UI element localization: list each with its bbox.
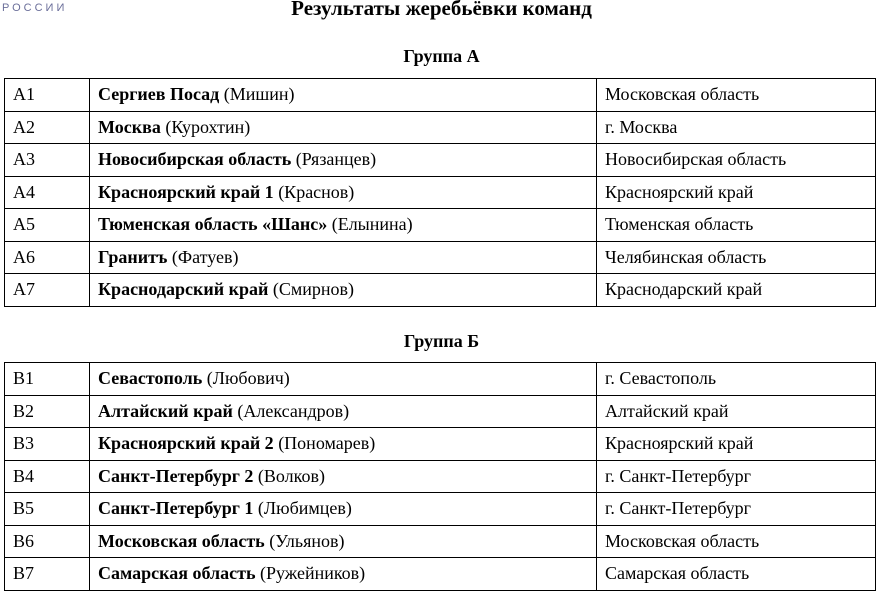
coach-name: (Пономарев) bbox=[273, 433, 376, 454]
table-row bbox=[5, 144, 876, 177]
header-corner-label: РОССИИ bbox=[2, 2, 68, 14]
team-code-cell: А1 bbox=[5, 79, 90, 112]
table-row bbox=[5, 493, 876, 526]
coach-name: (Смирнов) bbox=[268, 279, 355, 300]
team-cell bbox=[90, 176, 597, 209]
team-code-cell: А2 bbox=[5, 111, 90, 144]
team-name: Санкт-Петербург 2 bbox=[98, 465, 254, 486]
team-name: Красноярский край 1 bbox=[98, 181, 274, 202]
region-cell: Самарская область bbox=[597, 558, 876, 591]
team-cell bbox=[90, 274, 597, 307]
table-row bbox=[5, 363, 876, 396]
team-cell bbox=[90, 209, 597, 242]
coach-name: (Курохтин) bbox=[160, 116, 251, 137]
team-code-cell: В3 bbox=[5, 428, 90, 461]
page-title: Результаты жеребьёвки команд bbox=[291, 0, 592, 20]
coach-name: (Ульянов) bbox=[264, 530, 345, 551]
region-cell: Московская область bbox=[597, 525, 876, 558]
group-a-table bbox=[4, 78, 876, 307]
team-cell bbox=[90, 493, 597, 526]
team-cell bbox=[90, 558, 597, 591]
team-code-cell: В4 bbox=[5, 460, 90, 493]
coach-name: (Краснов) bbox=[273, 181, 355, 202]
team-cell bbox=[90, 460, 597, 493]
region-cell: г. Севастополь bbox=[597, 363, 876, 396]
table-row bbox=[5, 558, 876, 591]
team-cell bbox=[90, 79, 597, 112]
coach-name: (Александров) bbox=[232, 400, 350, 421]
coach-name: (Рязанцев) bbox=[291, 149, 377, 170]
region-cell: Новосибирская область bbox=[597, 144, 876, 177]
table-row bbox=[5, 209, 876, 242]
team-cell bbox=[90, 363, 597, 396]
team-cell bbox=[90, 111, 597, 144]
region-cell: Красноярский край bbox=[597, 176, 876, 209]
table-row bbox=[5, 525, 876, 558]
group-b-title: Группа Б bbox=[403, 331, 480, 351]
team-name: Москва bbox=[98, 116, 161, 137]
team-name: Краснодарский край bbox=[98, 279, 269, 300]
coach-name: (Любович) bbox=[202, 368, 290, 389]
team-code-cell: А3 bbox=[5, 144, 90, 177]
team-cell bbox=[90, 525, 597, 558]
team-name: Тюменская область «Шанс» bbox=[98, 214, 328, 235]
team-code-cell: А7 bbox=[5, 274, 90, 307]
coach-name: (Ружейников) bbox=[255, 563, 366, 584]
team-name: Севастополь bbox=[98, 368, 203, 389]
region-cell: Московская область bbox=[597, 79, 876, 112]
team-name: Санкт-Петербург 1 bbox=[98, 498, 254, 519]
team-code-cell: В1 bbox=[5, 363, 90, 396]
table-row bbox=[5, 274, 876, 307]
team-cell bbox=[90, 241, 597, 274]
team-name: Красноярский край 2 bbox=[98, 433, 274, 454]
team-code-cell: А5 bbox=[5, 209, 90, 242]
team-code-cell: В6 bbox=[5, 525, 90, 558]
team-name: Новосибирская область bbox=[98, 149, 292, 170]
team-name: Самарская область bbox=[98, 563, 256, 584]
team-code-cell: В5 bbox=[5, 493, 90, 526]
team-name: Московская область bbox=[98, 530, 265, 551]
table-row bbox=[5, 395, 876, 428]
team-name: Сергиев Посад bbox=[98, 84, 220, 105]
table-row bbox=[5, 241, 876, 274]
group-a-title: Группа А bbox=[403, 46, 480, 66]
region-cell: г. Москва bbox=[597, 111, 876, 144]
team-cell bbox=[90, 395, 597, 428]
region-cell: г. Санкт-Петербург bbox=[597, 460, 876, 493]
table-row bbox=[5, 111, 876, 144]
region-cell: г. Санкт-Петербург bbox=[597, 493, 876, 526]
table-row bbox=[5, 79, 876, 112]
group-b-table bbox=[4, 362, 876, 591]
region-cell: Краснодарский край bbox=[597, 274, 876, 307]
coach-name: (Елынина) bbox=[327, 214, 413, 235]
table-row bbox=[5, 460, 876, 493]
region-cell: Красноярский край bbox=[597, 428, 876, 461]
team-code-cell: А4 bbox=[5, 176, 90, 209]
region-cell: Тюменская область bbox=[597, 209, 876, 242]
coach-name: (Волков) bbox=[253, 465, 325, 486]
coach-name: (Фатуев) bbox=[167, 246, 239, 267]
team-code-cell: А6 bbox=[5, 241, 90, 274]
region-cell: Алтайский край bbox=[597, 395, 876, 428]
team-name: Гранитъ bbox=[98, 246, 168, 267]
team-code-cell: В2 bbox=[5, 395, 90, 428]
team-cell bbox=[90, 428, 597, 461]
coach-name: (Любимцев) bbox=[253, 498, 352, 519]
team-name: Алтайский край bbox=[98, 400, 233, 421]
team-cell bbox=[90, 144, 597, 177]
table-row bbox=[5, 176, 876, 209]
region-cell: Челябинская область bbox=[597, 241, 876, 274]
table-row bbox=[5, 428, 876, 461]
coach-name: (Мишин) bbox=[219, 84, 295, 105]
team-code-cell: В7 bbox=[5, 558, 90, 591]
